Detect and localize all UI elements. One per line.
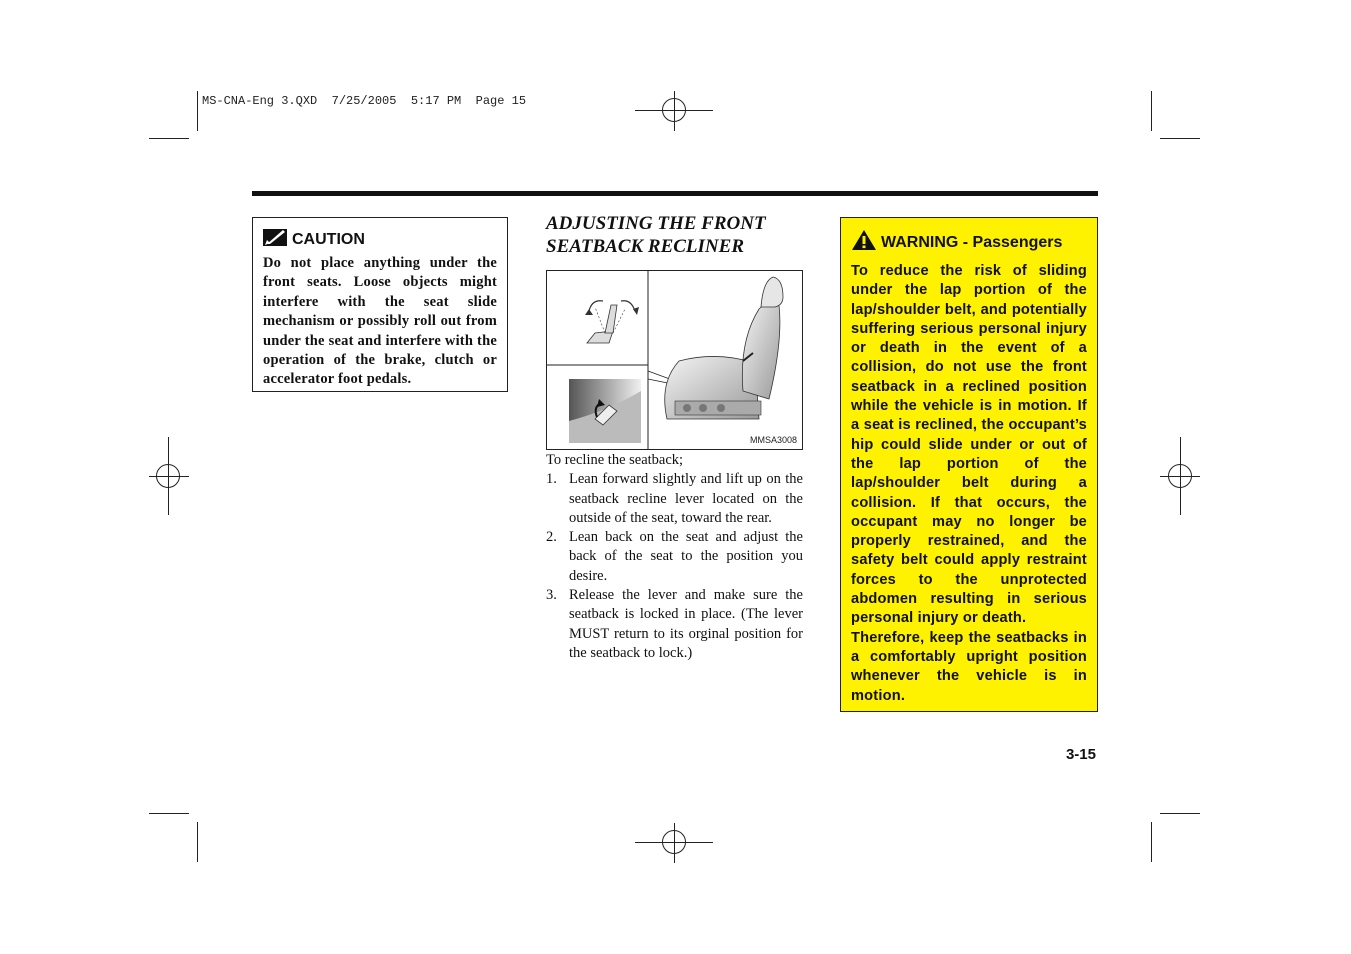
- step-list: [546, 470, 803, 663]
- warning-text-conclusion: Therefore, keep the seatbacks in a comfortably upright position whenever the vehicle is in motion.: [851, 629, 1087, 704]
- step-text: Lean back on the seat and adjust the back of the seat to the position you desire.: [569, 529, 803, 584]
- section-title-line1: ADJUSTING THE FRONT: [546, 213, 766, 234]
- seat-illustration: [547, 271, 802, 449]
- section-title: [546, 212, 806, 258]
- step-text: Release the lever and make sure the seatback is locked in place. (The lever MUST return to its orginal position for the seatback to lock.): [569, 587, 803, 661]
- warning-text: To reduce the risk of sliding under the lap portion of the lap/shoulder belt, and potentially suffering serious personal injury or death in the event of a collision, do not use the front seatback in a reclined position while the vehicle is in motion. If a seat is reclined, the occupant’s hip could slide under or out of the lap portion of the lap/shoulder belt during a collision. If that occurs, the occupant may no longer be properly restrained, and the safety belt could apply restraint forces to the unprotected abdomen resulting in serious personal injury or death.: [851, 263, 1087, 627]
- step-number: 1.: [546, 471, 557, 488]
- recline-instructions: [546, 451, 803, 663]
- section-title-line2: SEATBACK RECLINER: [546, 236, 744, 257]
- step-text: Lean forward slightly and lift up on the seatback recline lever located on the outside of the seat, toward the rear.: [569, 471, 803, 526]
- list-item: [546, 470, 803, 528]
- warning-box: [840, 217, 1098, 712]
- caution-box: [252, 217, 508, 392]
- caution-heading: [263, 229, 497, 251]
- header-rule: [252, 191, 1098, 196]
- page-number: 3-15: [1065, 746, 1096, 763]
- warning-heading: [851, 229, 1087, 256]
- warning-title: WARNING - Passengers: [881, 233, 1063, 251]
- caution-text: Do not place anything under the front seats. Loose objects might interfere with the seat slide mechanism or possibly roll out from under the seat and interfere with the operation of the brake, clutch or accelerator foot pedals.: [263, 255, 497, 388]
- print-slug: MS-CNA-Eng 3.QXD 7/25/2005 5:17 PM Page 15: [202, 94, 527, 108]
- caution-title: CAUTION: [292, 231, 365, 248]
- step-number: 2.: [546, 529, 557, 546]
- figure-code: MMSA3008: [749, 435, 797, 445]
- list-item: [546, 528, 803, 586]
- step-number: 3.: [546, 587, 557, 604]
- seat-recliner-figure: [546, 270, 803, 450]
- instructions-intro: To recline the seatback;: [546, 452, 684, 468]
- list-item: [546, 586, 803, 663]
- warning-triangle-icon: [851, 229, 877, 256]
- caution-pencil-icon: [263, 229, 287, 251]
